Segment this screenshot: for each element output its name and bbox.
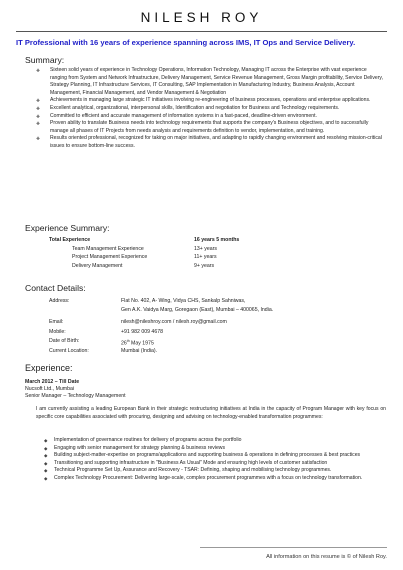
experience-heading: Experience: <box>25 363 73 373</box>
header-rule <box>16 31 387 32</box>
job-intro: I am currently assisting a leading European Bank in their strategic restructuring initiatives at India in the capacity of Program Manager with key focus on specific core capabilities associated with procuring, designing and advising on technology-enabled transformation programmes: <box>36 406 386 420</box>
responsibility-item: ◆ Transitioning and supporting infrastructure in "Business As Usual" Mode and ensuring high levels of customer satisfaction <box>44 460 382 468</box>
job-responsibilities <box>44 437 382 483</box>
job-company: Nucsoft Ltd., Mumbai <box>25 386 75 392</box>
responsibility-item: ◆ Implementation of governance routines for delivery of programs across the portfolio <box>44 437 382 445</box>
summary-item: ❖ Proven ability to translate Business needs into technology requirements that supports the company's Business objectives, and to successfully manage all phases of IT Projects from needs analysis and requirements definition to vendor, implementation, and training. <box>36 120 384 135</box>
location-label: Current Location: <box>49 348 89 354</box>
exp-summary-label: Total Experience <box>49 237 91 243</box>
exp-summary-label: Project Management Experience <box>72 254 148 260</box>
location-value: Mumbai (India). <box>121 348 158 354</box>
summary-heading: Summary: <box>25 55 65 65</box>
summary-list <box>36 67 384 151</box>
responsibility-item: ◆ Building subject-matter-expertise on programs/applications and supporting business & operations in defining processes & best practices <box>44 452 382 460</box>
job-period: March 2012 – Till Date <box>25 379 80 385</box>
summary-item: ❖ Sixteen solid years of experience in Technology Operations, Information Technology, Managing IT across the Enterprise with vast experience ranging from System and Network Infrastructure, Delivery Management, Service Revenue Management, Gross Margin profitability, Service Delivery, Strategy Planning, IT Infrastructure Services, IT Consulting, SAP Implementation in Manufacturing Industry, Business Analysis, Account Management, Financial Management, and Vendor Management & Negotiation <box>36 67 384 97</box>
responsibility-item: ◆ Engaging with senior management for strategy planning & business reviews <box>44 445 382 453</box>
summary-item: ❖ Results oriented professional, recognized for taking on major initiatives, and adapting to rapidly changing environment and resolving mission-critical issues to ensure bottom-line success. <box>36 135 384 150</box>
exp-summary-label: Team Management Experience <box>72 246 144 252</box>
responsibility-item: ◆ Complex Technology Procurement: Delivering large-scale, complex procurement programmes with a focus on technology transformation. <box>44 475 382 483</box>
address-line-2: Gen A.K. Vaidya Marg, Goregaon (East), Mumbai – 400065, India. <box>121 307 274 313</box>
mobile-label: Mobile: <box>49 329 66 335</box>
exp-summary-label: Delivery Management <box>72 263 123 269</box>
footer-rule <box>200 547 387 548</box>
summary-item: ❖ Committed to efficient and accurate management of information systems in a fast-paced, deadline-driven environment. <box>36 113 384 121</box>
summary-item: ❖ Excellent analytical, organizational, interpersonal skills, Identification and negotiation for Business and Technology requirements. <box>36 105 384 113</box>
exp-summary-value: 16 years 5 months <box>194 237 240 243</box>
address-line-1: Flat No. 402, A- Wing, Vidya CHS, Sankalp Sahniwas, <box>121 298 246 304</box>
exp-summary-value: 9+ years <box>194 263 215 269</box>
exp-summary-value: 11+ years <box>194 254 217 260</box>
address-label: Address: <box>49 298 70 304</box>
contact-heading: Contact Details: <box>25 283 86 293</box>
dob-label: Date of Birth: <box>49 338 80 344</box>
mobile-value: +91 982 009 4678 <box>121 329 163 335</box>
summary-item: ❖ Achievements in managing large strategic IT initiatives involving re-engineering of business processes, operations and enterprise applications. <box>36 97 384 105</box>
candidate-name: NILESH ROY <box>140 10 263 25</box>
dob-value: 26th May 1975 <box>121 339 154 347</box>
responsibility-item: ◆ Technical Programme Set Up, Assurance and Recovery - TSAR: Defining, shaping and mobilising technology programmes. <box>44 467 382 475</box>
footer-copyright: All information on this resume is © of Nilesh Roy. <box>266 554 387 560</box>
email-label: Email: <box>49 319 64 325</box>
experience-summary-heading: Experience Summary: <box>25 223 110 233</box>
exp-summary-value: 13+ years <box>194 246 217 252</box>
email-value[interactable]: nilesh@nileshroy.com / nilesh.roy@gmail.com <box>121 319 227 325</box>
tagline: IT Professional with 16 years of experience spanning across IMS, IT Ops and Service Delivery. <box>16 38 356 47</box>
job-role: Senior Manager – Technology Management <box>25 393 126 399</box>
